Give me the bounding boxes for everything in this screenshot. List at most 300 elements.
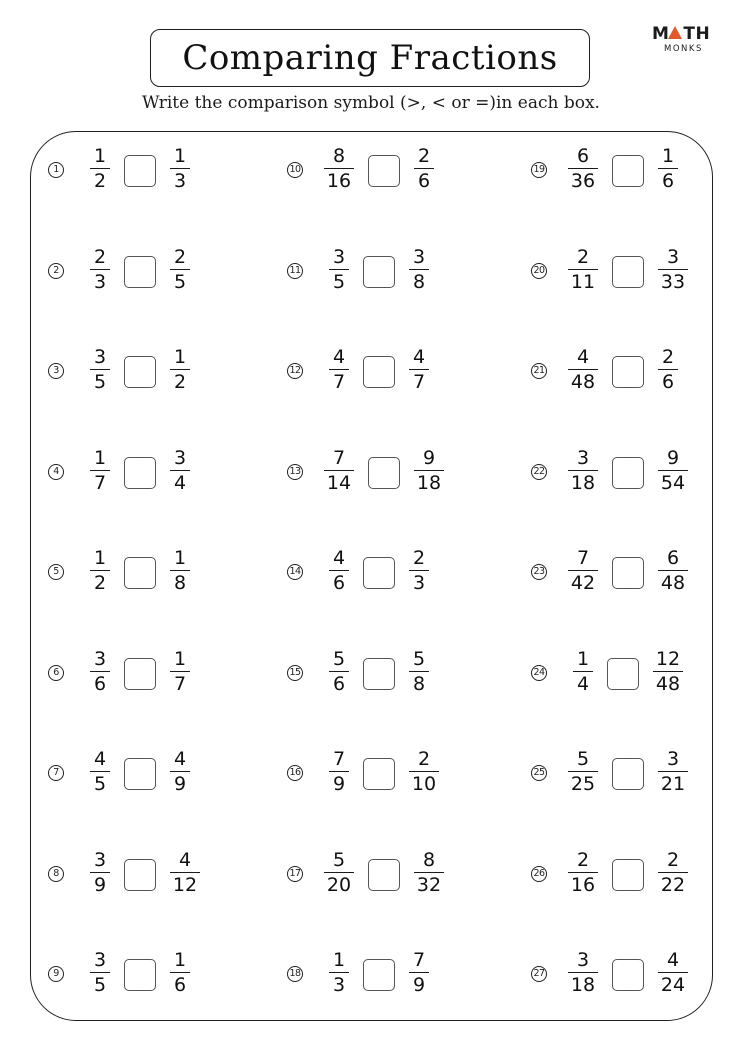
left-numerator: 2 bbox=[576, 848, 590, 871]
answer-box[interactable] bbox=[124, 457, 156, 489]
answer-box[interactable] bbox=[363, 557, 395, 589]
right-fraction-bar bbox=[653, 671, 683, 672]
left-numerator: 3 bbox=[576, 446, 590, 469]
right-denominator: 2 bbox=[173, 371, 187, 394]
right-fraction bbox=[658, 246, 688, 293]
problem-number: 9 bbox=[48, 966, 64, 982]
right-fraction-bar bbox=[658, 269, 688, 270]
left-denominator: 5 bbox=[93, 371, 107, 394]
left-fraction bbox=[90, 648, 110, 695]
left-fraction bbox=[90, 748, 110, 795]
left-numerator: 3 bbox=[93, 647, 107, 670]
left-fraction bbox=[568, 949, 598, 996]
left-fraction-bar bbox=[90, 972, 110, 973]
left-fraction-bar bbox=[568, 168, 598, 169]
left-denominator: 6 bbox=[332, 672, 346, 695]
right-fraction-bar bbox=[170, 470, 190, 471]
answer-box[interactable] bbox=[124, 356, 156, 388]
right-fraction-bar bbox=[170, 269, 190, 270]
right-denominator: 8 bbox=[173, 572, 187, 595]
page-title: Comparing Fractions bbox=[182, 38, 558, 78]
left-denominator: 4 bbox=[576, 672, 590, 695]
right-numerator: 3 bbox=[173, 446, 187, 469]
problem-number: 27 bbox=[531, 966, 547, 982]
right-fraction-bar bbox=[658, 168, 678, 169]
answer-box[interactable] bbox=[612, 959, 644, 991]
left-fraction-bar bbox=[324, 872, 354, 873]
right-fraction-bar bbox=[658, 872, 688, 873]
right-denominator: 9 bbox=[173, 773, 187, 796]
problem-number: 19 bbox=[531, 162, 547, 178]
problem-item bbox=[48, 644, 248, 704]
right-numerator: 9 bbox=[666, 446, 680, 469]
answer-box[interactable] bbox=[612, 256, 644, 288]
left-numerator: 8 bbox=[332, 145, 346, 167]
left-fraction bbox=[568, 748, 598, 795]
problem-item bbox=[287, 443, 487, 503]
problem-number: 21 bbox=[531, 363, 547, 379]
answer-box[interactable] bbox=[368, 859, 400, 891]
right-fraction bbox=[170, 849, 200, 896]
problem-number: 11 bbox=[287, 263, 303, 279]
left-numerator: 4 bbox=[332, 547, 346, 569]
left-fraction-bar bbox=[573, 671, 593, 672]
problem-number: 16 bbox=[287, 765, 303, 781]
left-denominator: 16 bbox=[326, 170, 352, 193]
problem-number: 5 bbox=[48, 564, 64, 580]
right-fraction-bar bbox=[414, 872, 444, 873]
left-numerator: 1 bbox=[93, 145, 107, 167]
left-numerator: 3 bbox=[93, 346, 107, 368]
right-denominator: 22 bbox=[660, 873, 686, 896]
left-fraction bbox=[573, 648, 593, 695]
right-numerator: 5 bbox=[412, 647, 426, 670]
right-numerator: 4 bbox=[666, 949, 680, 971]
problem-item bbox=[287, 342, 487, 402]
right-fraction bbox=[658, 346, 678, 393]
answer-box[interactable] bbox=[124, 959, 156, 991]
problem-item bbox=[531, 342, 731, 402]
problem-number: 1 bbox=[48, 162, 64, 178]
left-denominator: 18 bbox=[570, 974, 596, 997]
left-fraction-bar bbox=[324, 470, 354, 471]
right-fraction-bar bbox=[170, 168, 190, 169]
right-fraction-bar bbox=[658, 570, 688, 571]
left-numerator: 2 bbox=[576, 245, 590, 268]
left-denominator: 5 bbox=[93, 773, 107, 796]
logo-triangle-icon bbox=[668, 26, 682, 39]
right-fraction-bar bbox=[409, 269, 429, 270]
answer-box[interactable] bbox=[612, 758, 644, 790]
left-numerator: 7 bbox=[576, 547, 590, 569]
problem-item bbox=[287, 644, 487, 704]
right-numerator: 4 bbox=[412, 346, 426, 368]
right-fraction bbox=[658, 547, 688, 594]
problem-number: 4 bbox=[48, 464, 64, 480]
left-fraction-bar bbox=[329, 972, 349, 973]
problem-number: 23 bbox=[531, 564, 547, 580]
right-fraction bbox=[658, 145, 678, 192]
right-fraction-bar bbox=[658, 470, 688, 471]
right-numerator: 3 bbox=[666, 748, 680, 770]
right-numerator: 1 bbox=[173, 647, 187, 670]
right-numerator: 12 bbox=[655, 647, 681, 670]
problem-item bbox=[48, 242, 248, 302]
answer-box[interactable] bbox=[368, 155, 400, 187]
left-fraction bbox=[329, 547, 349, 594]
answer-box[interactable] bbox=[607, 658, 639, 690]
left-fraction-bar bbox=[568, 872, 598, 873]
left-denominator: 11 bbox=[570, 270, 596, 293]
problem-item bbox=[48, 945, 248, 1005]
right-denominator: 10 bbox=[411, 773, 437, 796]
left-numerator: 6 bbox=[576, 145, 590, 167]
right-fraction bbox=[409, 346, 429, 393]
right-fraction-bar bbox=[658, 972, 688, 973]
right-fraction bbox=[414, 849, 444, 896]
left-fraction bbox=[568, 849, 598, 896]
right-fraction bbox=[170, 949, 190, 996]
right-numerator: 2 bbox=[417, 145, 431, 167]
right-fraction-bar bbox=[170, 972, 190, 973]
left-fraction bbox=[324, 849, 354, 896]
answer-box[interactable] bbox=[124, 758, 156, 790]
left-fraction bbox=[90, 849, 110, 896]
left-denominator: 18 bbox=[570, 471, 596, 494]
right-fraction bbox=[414, 447, 444, 494]
right-denominator: 24 bbox=[660, 974, 686, 997]
problem-item bbox=[48, 744, 248, 804]
right-fraction bbox=[409, 748, 439, 795]
right-fraction-bar bbox=[170, 872, 200, 873]
left-numerator: 5 bbox=[576, 748, 590, 770]
left-denominator: 7 bbox=[332, 371, 346, 394]
problem-number: 15 bbox=[287, 665, 303, 681]
left-denominator: 6 bbox=[332, 572, 346, 595]
right-denominator: 5 bbox=[173, 270, 187, 293]
left-fraction bbox=[568, 447, 598, 494]
left-fraction bbox=[568, 246, 598, 293]
right-numerator: 2 bbox=[412, 547, 426, 569]
right-fraction-bar bbox=[658, 369, 678, 370]
left-fraction bbox=[324, 447, 354, 494]
right-denominator: 48 bbox=[655, 672, 681, 695]
left-fraction-bar bbox=[90, 470, 110, 471]
answer-box[interactable] bbox=[612, 356, 644, 388]
left-denominator: 5 bbox=[332, 270, 346, 293]
right-numerator: 1 bbox=[173, 346, 187, 368]
right-denominator: 7 bbox=[412, 371, 426, 394]
left-fraction bbox=[90, 246, 110, 293]
right-fraction-bar bbox=[409, 671, 429, 672]
right-numerator: 4 bbox=[178, 848, 192, 871]
left-denominator: 48 bbox=[570, 371, 596, 394]
left-numerator: 4 bbox=[332, 346, 346, 368]
left-denominator: 16 bbox=[570, 873, 596, 896]
left-fraction-bar bbox=[329, 269, 349, 270]
problem-number: 3 bbox=[48, 363, 64, 379]
right-denominator: 48 bbox=[660, 572, 686, 595]
left-fraction-bar bbox=[90, 269, 110, 270]
right-fraction bbox=[170, 346, 190, 393]
problem-number: 13 bbox=[287, 464, 303, 480]
right-fraction bbox=[170, 447, 190, 494]
left-numerator: 2 bbox=[93, 245, 107, 268]
left-denominator: 36 bbox=[570, 170, 596, 193]
answer-box[interactable] bbox=[612, 457, 644, 489]
answer-box[interactable] bbox=[368, 457, 400, 489]
left-denominator: 42 bbox=[570, 572, 596, 595]
right-fraction bbox=[170, 648, 190, 695]
left-denominator: 9 bbox=[93, 873, 107, 896]
answer-box[interactable] bbox=[612, 155, 644, 187]
left-fraction-bar bbox=[568, 972, 598, 973]
left-fraction bbox=[568, 346, 598, 393]
left-numerator: 5 bbox=[332, 848, 346, 871]
left-fraction bbox=[90, 447, 110, 494]
math-monks-logo bbox=[652, 24, 722, 60]
right-denominator: 6 bbox=[661, 170, 675, 193]
problem-number: 17 bbox=[287, 866, 303, 882]
problem-item bbox=[531, 141, 731, 201]
answer-box[interactable] bbox=[363, 356, 395, 388]
answer-box[interactable] bbox=[124, 859, 156, 891]
left-fraction-bar bbox=[90, 369, 110, 370]
problem-item bbox=[48, 443, 248, 503]
problem-item bbox=[531, 845, 731, 905]
right-numerator: 1 bbox=[173, 145, 187, 167]
right-denominator: 3 bbox=[412, 572, 426, 595]
right-fraction bbox=[658, 447, 688, 494]
left-numerator: 4 bbox=[576, 346, 590, 368]
left-fraction bbox=[329, 949, 349, 996]
left-denominator: 7 bbox=[93, 471, 107, 494]
left-fraction bbox=[90, 145, 110, 192]
problem-number: 25 bbox=[531, 765, 547, 781]
right-fraction-bar bbox=[414, 470, 444, 471]
left-fraction-bar bbox=[324, 168, 354, 169]
left-denominator: 3 bbox=[332, 974, 346, 997]
right-fraction bbox=[170, 748, 190, 795]
answer-box[interactable] bbox=[612, 859, 644, 891]
right-fraction-bar bbox=[170, 771, 190, 772]
answer-box[interactable] bbox=[612, 557, 644, 589]
problem-item bbox=[48, 141, 248, 201]
left-fraction-bar bbox=[90, 168, 110, 169]
problem-item bbox=[48, 342, 248, 402]
problem-item bbox=[48, 543, 248, 603]
right-fraction bbox=[170, 547, 190, 594]
problem-item bbox=[287, 845, 487, 905]
left-fraction bbox=[90, 346, 110, 393]
right-fraction-bar bbox=[658, 771, 688, 772]
left-fraction-bar bbox=[568, 369, 598, 370]
problem-item bbox=[287, 543, 487, 603]
right-denominator: 6 bbox=[173, 974, 187, 997]
answer-box[interactable] bbox=[363, 658, 395, 690]
problem-number: 10 bbox=[287, 162, 303, 178]
left-numerator: 5 bbox=[332, 647, 346, 670]
left-denominator: 2 bbox=[93, 170, 107, 193]
right-denominator: 18 bbox=[416, 471, 442, 494]
right-fraction bbox=[414, 145, 434, 192]
right-numerator: 1 bbox=[173, 949, 187, 971]
left-numerator: 1 bbox=[332, 949, 346, 971]
problem-number: 26 bbox=[531, 866, 547, 882]
problem-item bbox=[287, 141, 487, 201]
left-fraction bbox=[90, 949, 110, 996]
problem-item bbox=[48, 845, 248, 905]
right-fraction-bar bbox=[409, 369, 429, 370]
left-fraction-bar bbox=[329, 771, 349, 772]
answer-box[interactable] bbox=[124, 155, 156, 187]
left-fraction-bar bbox=[329, 570, 349, 571]
right-denominator: 7 bbox=[173, 672, 187, 695]
problem-number: 2 bbox=[48, 263, 64, 279]
right-fraction bbox=[170, 145, 190, 192]
left-numerator: 1 bbox=[93, 446, 107, 469]
right-numerator: 2 bbox=[661, 346, 675, 368]
right-denominator: 21 bbox=[660, 773, 686, 796]
left-fraction bbox=[329, 648, 349, 695]
right-denominator: 9 bbox=[412, 974, 426, 997]
right-denominator: 8 bbox=[412, 672, 426, 695]
right-fraction bbox=[409, 949, 429, 996]
left-numerator: 3 bbox=[93, 949, 107, 971]
answer-box[interactable] bbox=[124, 658, 156, 690]
right-numerator: 3 bbox=[412, 245, 426, 268]
right-fraction bbox=[658, 949, 688, 996]
logo-wordmark: M TH bbox=[652, 24, 711, 44]
right-fraction-bar bbox=[409, 570, 429, 571]
problem-number: 6 bbox=[48, 665, 64, 681]
right-fraction-bar bbox=[414, 168, 434, 169]
right-numerator: 1 bbox=[173, 547, 187, 569]
left-fraction-bar bbox=[568, 269, 598, 270]
left-fraction bbox=[324, 145, 354, 192]
logo-subtitle: MONKS bbox=[664, 44, 703, 54]
answer-box[interactable] bbox=[124, 256, 156, 288]
instruction-text: Write the comparison symbol (>, < or =)in each box. bbox=[142, 93, 600, 113]
problem-number: 12 bbox=[287, 363, 303, 379]
left-numerator: 4 bbox=[93, 748, 107, 770]
left-numerator: 1 bbox=[576, 647, 590, 670]
left-denominator: 6 bbox=[93, 672, 107, 695]
problem-number: 14 bbox=[287, 564, 303, 580]
right-numerator: 3 bbox=[666, 245, 680, 268]
answer-box[interactable] bbox=[363, 256, 395, 288]
right-numerator: 4 bbox=[173, 748, 187, 770]
right-fraction-bar bbox=[170, 369, 190, 370]
left-fraction-bar bbox=[90, 671, 110, 672]
problem-item bbox=[287, 945, 487, 1005]
right-denominator: 4 bbox=[173, 471, 187, 494]
left-numerator: 3 bbox=[332, 245, 346, 268]
problem-number: 22 bbox=[531, 464, 547, 480]
problem-item bbox=[531, 644, 731, 704]
left-denominator: 9 bbox=[332, 773, 346, 796]
right-fraction-bar bbox=[170, 671, 190, 672]
left-numerator: 7 bbox=[332, 446, 346, 469]
right-denominator: 8 bbox=[412, 270, 426, 293]
right-numerator: 2 bbox=[417, 748, 431, 770]
left-fraction bbox=[329, 346, 349, 393]
left-fraction-bar bbox=[568, 771, 598, 772]
left-numerator: 7 bbox=[332, 748, 346, 770]
right-denominator: 6 bbox=[417, 170, 431, 193]
right-denominator: 54 bbox=[660, 471, 686, 494]
left-fraction-bar bbox=[568, 570, 598, 571]
right-fraction bbox=[653, 648, 683, 695]
right-fraction-bar bbox=[170, 570, 190, 571]
right-fraction bbox=[658, 748, 688, 795]
left-numerator: 3 bbox=[576, 949, 590, 971]
left-fraction-bar bbox=[329, 369, 349, 370]
right-fraction bbox=[658, 849, 688, 896]
right-numerator: 8 bbox=[422, 848, 436, 871]
right-numerator: 7 bbox=[412, 949, 426, 971]
left-fraction bbox=[329, 748, 349, 795]
left-denominator: 25 bbox=[570, 773, 596, 796]
left-fraction-bar bbox=[90, 771, 110, 772]
right-denominator: 32 bbox=[416, 873, 442, 896]
right-denominator: 33 bbox=[660, 270, 686, 293]
problem-number: 20 bbox=[531, 263, 547, 279]
problem-item bbox=[531, 443, 731, 503]
answer-box[interactable] bbox=[363, 959, 395, 991]
right-numerator: 9 bbox=[422, 446, 436, 469]
left-fraction bbox=[90, 547, 110, 594]
left-denominator: 14 bbox=[326, 471, 352, 494]
left-fraction-bar bbox=[568, 470, 598, 471]
right-fraction bbox=[409, 547, 429, 594]
left-fraction-bar bbox=[90, 570, 110, 571]
right-numerator: 2 bbox=[173, 245, 187, 268]
problem-item bbox=[287, 242, 487, 302]
right-fraction bbox=[409, 246, 429, 293]
left-denominator: 20 bbox=[326, 873, 352, 896]
problem-item bbox=[531, 242, 731, 302]
right-fraction bbox=[170, 246, 190, 293]
left-numerator: 1 bbox=[93, 547, 107, 569]
right-denominator: 3 bbox=[173, 170, 187, 193]
left-denominator: 2 bbox=[93, 572, 107, 595]
problem-number: 8 bbox=[48, 866, 64, 882]
right-denominator: 12 bbox=[172, 873, 198, 896]
problem-item bbox=[531, 543, 731, 603]
problem-number: 18 bbox=[287, 966, 303, 982]
problem-item bbox=[531, 945, 731, 1005]
left-denominator: 5 bbox=[93, 974, 107, 997]
answer-box[interactable] bbox=[363, 758, 395, 790]
problem-item bbox=[287, 744, 487, 804]
left-denominator: 3 bbox=[93, 270, 107, 293]
left-fraction bbox=[329, 246, 349, 293]
right-numerator: 2 bbox=[666, 848, 680, 871]
answer-box[interactable] bbox=[124, 557, 156, 589]
right-fraction-bar bbox=[409, 972, 429, 973]
right-fraction bbox=[409, 648, 429, 695]
left-fraction-bar bbox=[329, 671, 349, 672]
right-fraction-bar bbox=[409, 771, 439, 772]
problem-number: 7 bbox=[48, 765, 64, 781]
left-fraction-bar bbox=[90, 872, 110, 873]
right-numerator: 6 bbox=[666, 547, 680, 569]
left-fraction bbox=[568, 145, 598, 192]
problem-item bbox=[531, 744, 731, 804]
right-denominator: 6 bbox=[661, 371, 675, 394]
title-box bbox=[150, 29, 590, 87]
